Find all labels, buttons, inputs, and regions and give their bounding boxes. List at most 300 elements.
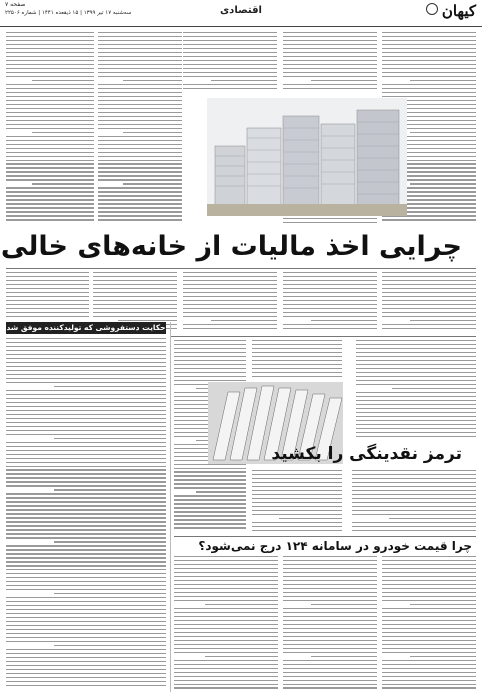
- text-line: [283, 576, 377, 577]
- date-line: سه‌شنبه ۱۷ تیر ۱۳۹۹ | ۱۵ ذیقعده ۱۴۴۱ | شماره ۲۲۵۰۶: [5, 10, 132, 16]
- text-line: [283, 584, 377, 585]
- text-line: [410, 132, 476, 133]
- text-line: [6, 296, 89, 297]
- text-line: [6, 669, 166, 670]
- text-line: [98, 211, 182, 212]
- text-line: [98, 124, 182, 125]
- text-line: [98, 60, 182, 61]
- text-line: [98, 171, 182, 172]
- text-line: [6, 422, 166, 423]
- text-line: [211, 320, 277, 321]
- text-line: [356, 368, 476, 369]
- text-line: [6, 354, 166, 355]
- text-line: [174, 364, 246, 365]
- text-line: [352, 486, 476, 487]
- text-line: [6, 581, 166, 582]
- text-line: [6, 617, 166, 618]
- text-line: [174, 612, 278, 613]
- text-line: [6, 537, 166, 538]
- text-line: [174, 684, 278, 685]
- car-price-headline: چرا قیمت خودرو در سامانه ۱۲۴ درج نمی‌شود؟: [198, 539, 472, 553]
- text-line: [6, 533, 166, 534]
- text-line: [6, 613, 166, 614]
- text-line: [6, 92, 94, 93]
- text-line: [252, 478, 342, 479]
- text-line: [252, 364, 342, 365]
- text-line: [6, 402, 166, 403]
- text-line: [174, 632, 278, 633]
- text-line: [382, 316, 476, 317]
- text-line: [98, 64, 182, 65]
- text-line: [6, 462, 166, 463]
- text-line: [174, 568, 278, 569]
- text-line: [252, 340, 342, 341]
- text-line: [6, 426, 166, 427]
- text-line: [183, 76, 277, 77]
- text-line: [410, 80, 476, 81]
- text-line: [382, 636, 476, 637]
- text-line: [6, 390, 166, 391]
- text-line: [252, 348, 342, 349]
- text-line: [283, 280, 377, 281]
- residential-towers-photo: [207, 98, 407, 216]
- text-line: [174, 592, 278, 593]
- text-line: [6, 32, 94, 33]
- text-line: [183, 272, 277, 273]
- text-line: [174, 580, 278, 581]
- text-line: [6, 601, 166, 602]
- text-line: [356, 424, 476, 425]
- text-line: [382, 616, 476, 617]
- text-line: [382, 668, 476, 669]
- text-line: [252, 498, 342, 499]
- text-line: [410, 604, 476, 605]
- text-line: [174, 479, 246, 480]
- text-line: [6, 414, 166, 415]
- text-line: [6, 410, 166, 411]
- text-line: [283, 316, 377, 317]
- text-line: [356, 344, 476, 345]
- text-line: [174, 576, 278, 577]
- text-line: [6, 187, 94, 188]
- text-line: [382, 328, 476, 329]
- text-line: [252, 360, 342, 361]
- text-line: [356, 412, 476, 413]
- newspaper-logo: کیهان: [441, 2, 476, 20]
- text-line: [98, 104, 182, 105]
- text-line: [6, 446, 166, 447]
- text-line: [352, 510, 476, 511]
- text-line: [32, 132, 94, 133]
- text-line: [174, 360, 246, 361]
- text-line: [356, 372, 476, 373]
- text-line: [382, 72, 476, 73]
- text-line: [252, 470, 342, 471]
- text-line: [174, 624, 278, 625]
- text-line: [6, 681, 166, 682]
- text-line: [352, 522, 476, 523]
- text-line: [252, 344, 342, 345]
- text-line: [382, 684, 476, 685]
- text-line: [98, 120, 182, 121]
- text-line: [32, 183, 94, 184]
- text-column-c3: [174, 556, 278, 692]
- text-line: [123, 183, 182, 184]
- text-line: [174, 620, 278, 621]
- text-line: [6, 300, 89, 301]
- text-line: [6, 430, 166, 431]
- divider: [170, 322, 171, 692]
- text-line: [183, 56, 277, 57]
- text-line: [6, 589, 166, 590]
- text-line: [6, 641, 166, 642]
- text-column-s2: [252, 340, 342, 380]
- text-line: [6, 485, 166, 486]
- text-line: [382, 652, 476, 653]
- text-line: [352, 498, 476, 499]
- text-line: [6, 561, 166, 562]
- text-line: [382, 272, 476, 273]
- text-line: [6, 557, 166, 558]
- text-line: [174, 687, 278, 688]
- text-line: [6, 549, 166, 550]
- text-line: [6, 374, 166, 375]
- text-line: [98, 195, 182, 196]
- text-line: [382, 556, 476, 557]
- text-line: [93, 284, 177, 285]
- text-line: [382, 592, 476, 593]
- text-column-m5: [6, 272, 89, 322]
- text-line: [283, 636, 377, 637]
- text-line: [174, 640, 278, 641]
- text-line: [98, 72, 182, 73]
- text-line: [183, 48, 277, 49]
- text-line: [382, 600, 476, 601]
- text-line: [382, 632, 476, 633]
- text-line: [93, 304, 177, 305]
- text-line: [6, 398, 166, 399]
- text-line: [382, 564, 476, 565]
- text-line: [252, 522, 342, 523]
- text-line: [283, 596, 377, 597]
- text-line: [174, 507, 246, 508]
- text-line: [6, 621, 166, 622]
- text-column-m3: [183, 272, 277, 332]
- text-line: [6, 304, 89, 305]
- text-line: [283, 592, 377, 593]
- text-line: [174, 487, 246, 488]
- text-line: [6, 661, 166, 662]
- text-line: [311, 80, 377, 81]
- text-line: [174, 672, 278, 673]
- text-line: [174, 584, 278, 585]
- text-line: [6, 406, 166, 407]
- text-line: [6, 497, 166, 498]
- text-line: [183, 296, 277, 297]
- text-column-s4: [352, 470, 476, 536]
- text-line: [356, 428, 476, 429]
- text-line: [54, 386, 166, 387]
- text-line: [6, 553, 166, 554]
- text-line: [382, 644, 476, 645]
- text-line: [352, 482, 476, 483]
- text-line: [382, 284, 476, 285]
- text-line: [252, 514, 342, 515]
- text-line: [6, 108, 94, 109]
- text-line: [6, 473, 166, 474]
- text-line: [6, 219, 94, 220]
- text-line: [174, 600, 278, 601]
- text-line: [6, 116, 94, 117]
- text-line: [283, 222, 377, 223]
- text-line: [174, 608, 278, 609]
- text-line: [283, 640, 377, 641]
- text-line: [174, 503, 246, 504]
- text-line: [98, 32, 182, 33]
- text-line: [382, 588, 476, 589]
- text-line: [252, 506, 342, 507]
- text-line: [6, 195, 94, 196]
- text-line: [183, 44, 277, 45]
- text-line: [382, 608, 476, 609]
- text-line: [6, 517, 166, 518]
- text-line: [382, 52, 476, 53]
- text-line: [98, 136, 182, 137]
- text-line: [252, 502, 342, 503]
- text-line: [6, 529, 166, 530]
- text-line: [98, 167, 182, 168]
- text-line: [6, 207, 94, 208]
- text-line: [98, 76, 182, 77]
- text-line: [93, 288, 177, 289]
- text-line: [283, 84, 377, 85]
- text-line: [183, 36, 277, 37]
- text-line: [382, 672, 476, 673]
- text-line: [283, 44, 377, 45]
- text-line: [283, 64, 377, 65]
- text-line: [283, 616, 377, 617]
- text-line: [6, 312, 89, 313]
- text-line: [410, 183, 476, 184]
- text-line: [382, 584, 476, 585]
- text-line: [6, 450, 166, 451]
- text-line: [174, 344, 246, 345]
- text-line: [183, 300, 277, 301]
- text-line: [174, 475, 246, 476]
- text-line: [382, 44, 476, 45]
- text-line: [98, 40, 182, 41]
- text-line: [98, 96, 182, 97]
- text-line: [174, 471, 246, 472]
- text-line: [183, 280, 277, 281]
- text-line: [6, 569, 166, 570]
- text-line: [183, 316, 277, 317]
- text-line: [183, 308, 277, 309]
- text-line: [356, 416, 476, 417]
- text-line: [6, 565, 166, 566]
- text-line: [382, 648, 476, 649]
- text-line: [6, 434, 166, 435]
- text-line: [6, 370, 166, 371]
- text-line: [174, 495, 246, 496]
- text-line: [32, 80, 94, 81]
- text-line: [283, 272, 377, 273]
- text-line: [311, 320, 377, 321]
- text-line: [356, 360, 476, 361]
- text-line: [382, 48, 476, 49]
- text-line: [54, 593, 166, 594]
- text-line: [205, 656, 278, 657]
- text-line: [174, 660, 278, 661]
- text-line: [183, 284, 277, 285]
- text-line: [283, 60, 377, 61]
- text-line: [6, 60, 94, 61]
- text-line: [6, 525, 166, 526]
- text-line: [252, 530, 342, 531]
- text-line: [311, 604, 377, 605]
- text-line: [6, 350, 166, 351]
- text-line: [382, 292, 476, 293]
- text-line: [6, 382, 166, 383]
- text-line: [410, 320, 476, 321]
- text-line: [183, 84, 277, 85]
- text-line: [283, 628, 377, 629]
- text-line: [6, 124, 94, 125]
- text-line: [98, 215, 182, 216]
- text-line: [382, 276, 476, 277]
- text-line: [98, 140, 182, 141]
- text-line: [183, 292, 277, 293]
- text-line: [6, 68, 94, 69]
- text-line: [6, 394, 166, 395]
- text-line: [252, 494, 342, 495]
- text-line: [382, 68, 476, 69]
- text-column-5: [6, 32, 94, 227]
- text-line: [54, 489, 166, 490]
- text-line: [252, 368, 342, 369]
- text-line: [6, 366, 166, 367]
- text-line: [98, 203, 182, 204]
- text-line: [183, 304, 277, 305]
- text-line: [93, 300, 177, 301]
- text-line: [410, 656, 476, 657]
- text-line: [6, 215, 94, 216]
- text-line: [6, 625, 166, 626]
- text-line: [93, 272, 177, 273]
- text-line: [356, 352, 476, 353]
- text-line: [205, 604, 278, 605]
- text-line: [183, 60, 277, 61]
- text-line: [356, 380, 476, 381]
- text-line: [283, 556, 377, 557]
- text-line: [6, 338, 166, 339]
- text-line: [6, 76, 94, 77]
- text-line: [382, 640, 476, 641]
- text-line: [389, 518, 476, 519]
- text-line: [98, 179, 182, 180]
- text-line: [98, 156, 182, 157]
- text-line: [382, 96, 476, 97]
- text-line: [6, 442, 166, 443]
- text-line: [98, 191, 182, 192]
- residential-towers-illustration: [207, 98, 407, 216]
- text-line: [211, 80, 277, 81]
- text-line: [382, 572, 476, 573]
- text-line: [382, 576, 476, 577]
- text-line: [283, 672, 377, 673]
- divider: [174, 536, 476, 537]
- text-line: [252, 356, 342, 357]
- text-line: [174, 499, 246, 500]
- text-line: [283, 580, 377, 581]
- text-line: [6, 171, 94, 172]
- text-line: [174, 648, 278, 649]
- text-line: [6, 191, 94, 192]
- text-line: [6, 96, 94, 97]
- text-line: [352, 526, 476, 527]
- text-line: [283, 588, 377, 589]
- text-line: [283, 632, 377, 633]
- text-line: [283, 624, 377, 625]
- text-line: [98, 152, 182, 153]
- text-line: [382, 324, 476, 325]
- text-line: [98, 92, 182, 93]
- text-line: [283, 88, 377, 89]
- text-line: [98, 68, 182, 69]
- text-line: [382, 60, 476, 61]
- text-line: [98, 160, 182, 161]
- text-line: [356, 384, 476, 385]
- text-line: [283, 648, 377, 649]
- text-line: [6, 64, 94, 65]
- text-line: [6, 665, 166, 666]
- text-line: [252, 352, 342, 353]
- text-column-2: [283, 32, 377, 92]
- text-line: [356, 392, 476, 393]
- text-line: [352, 502, 476, 503]
- text-line: [183, 72, 277, 73]
- text-line: [252, 372, 342, 373]
- text-line: [356, 356, 476, 357]
- text-line: [174, 636, 278, 637]
- text-line: [118, 320, 177, 321]
- text-line: [98, 48, 182, 49]
- text-line: [183, 32, 277, 33]
- text-line: [174, 628, 278, 629]
- text-line: [174, 519, 246, 520]
- text-line: [6, 466, 166, 467]
- text-line: [283, 572, 377, 573]
- text-line: [6, 144, 94, 145]
- text-line: [174, 376, 246, 377]
- text-line: [93, 312, 177, 313]
- text-line: [352, 530, 476, 531]
- text-line: [382, 280, 476, 281]
- text-line: [174, 644, 278, 645]
- text-line: [98, 112, 182, 113]
- text-line: [174, 340, 246, 341]
- text-line: [382, 596, 476, 597]
- text-line: [6, 346, 166, 347]
- text-line: [283, 36, 377, 37]
- text-column-m2: [283, 272, 377, 332]
- text-line: [382, 620, 476, 621]
- text-line: [283, 612, 377, 613]
- text-line: [6, 284, 89, 285]
- text-line: [382, 92, 476, 93]
- text-line: [98, 36, 182, 37]
- text-line: [98, 116, 182, 117]
